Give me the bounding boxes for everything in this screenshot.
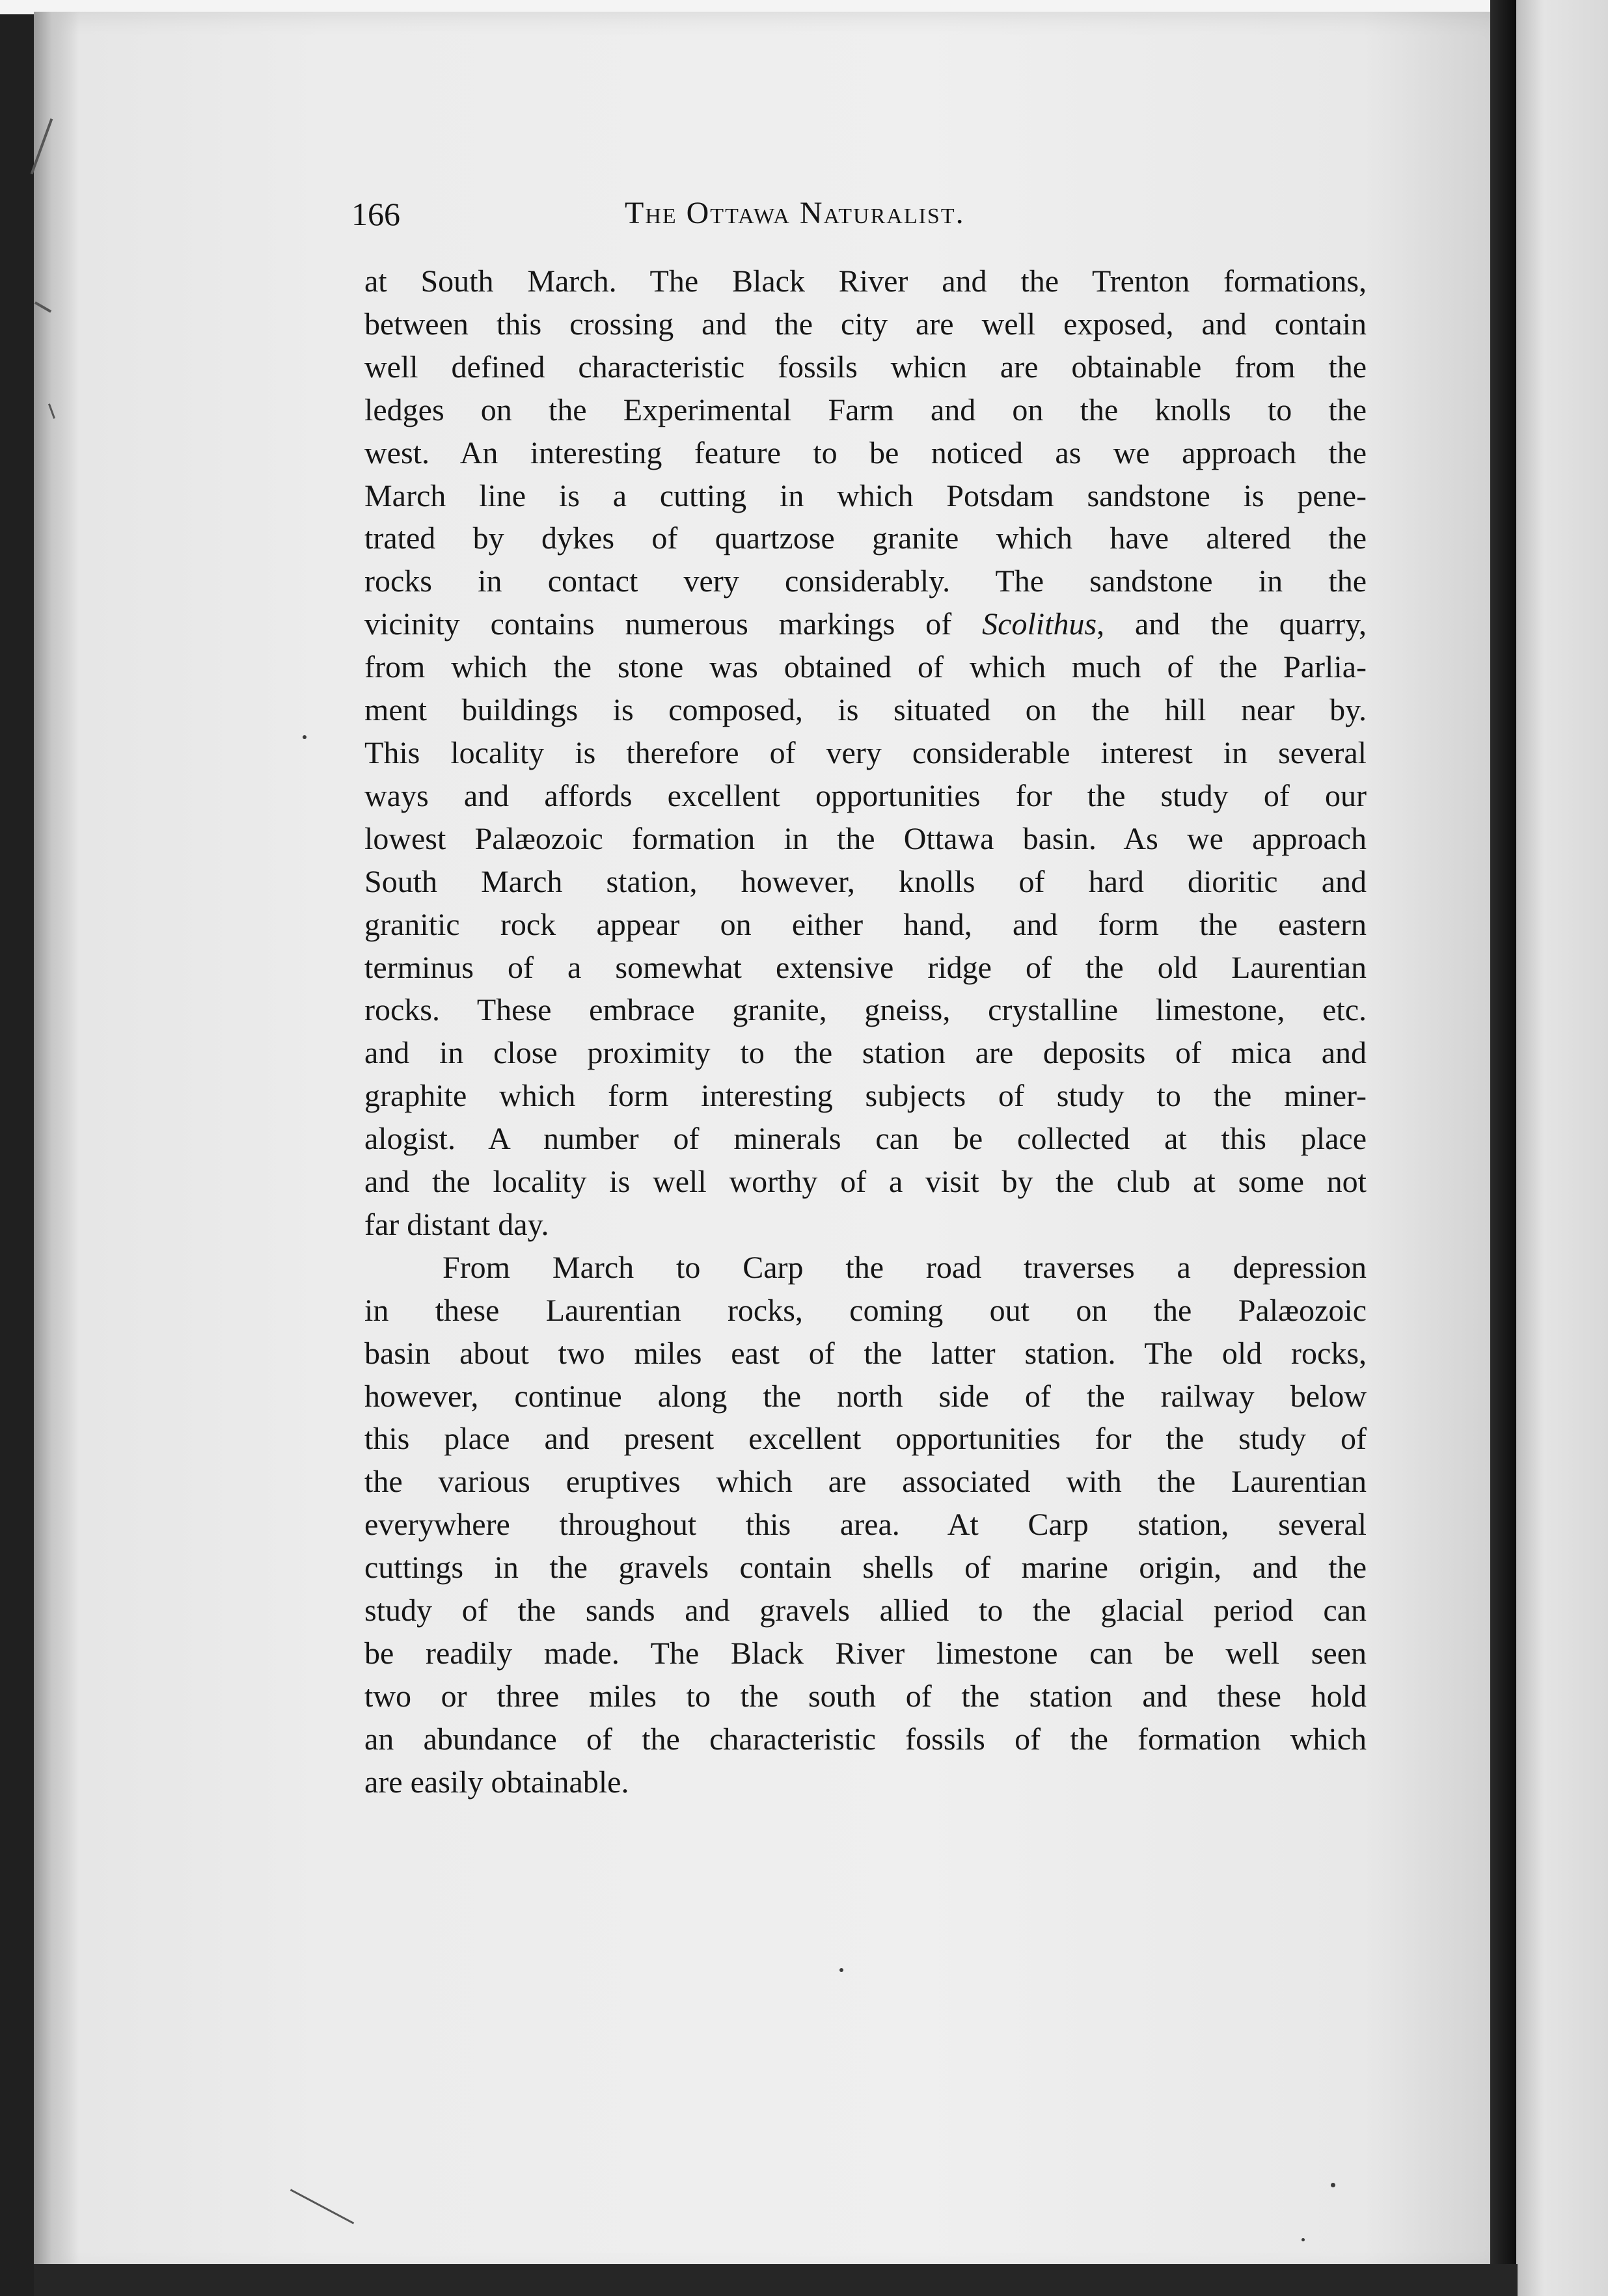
text-line: ways and affords excellent opportunities for the study of our bbox=[364, 778, 1367, 813]
text-line: and in close proximity to the station are deposits of mica and bbox=[364, 1036, 1367, 1071]
text-line: alogist. A number of minerals can be collected at this place bbox=[364, 1122, 1367, 1157]
scan-speck bbox=[1331, 2183, 1335, 2187]
paragraph bbox=[364, 1247, 1367, 1804]
text-line: graphite which form interesting subjects of study to the miner- bbox=[364, 1079, 1367, 1114]
text-line: in these Laurentian rocks, coming out on the Palæozoic bbox=[364, 1293, 1367, 1328]
text-line: at South March. The Black River and the Trenton formations, bbox=[364, 264, 1367, 299]
text-line: be readily made. The Black River limestone can be well seen bbox=[364, 1636, 1367, 1671]
text-line: granitic rock appear on either hand, and form the eastern bbox=[364, 907, 1367, 942]
text-line: and the locality is well worthy of a visit by the club at some not bbox=[364, 1165, 1367, 1200]
facing-page-edge bbox=[1516, 0, 1608, 2296]
text-line: lowest Palæozoic formation in the Ottawa basin. As we approach bbox=[364, 821, 1367, 856]
text-line: between this crossing and the city are well exposed, and contain bbox=[364, 306, 1367, 342]
text-line: two or three miles to the south of the station and these hold bbox=[364, 1679, 1367, 1714]
text-line: west. An interesting feature to be noticed as we approach the bbox=[364, 435, 1367, 470]
page-binding-shadow bbox=[34, 12, 79, 2276]
text-line: This locality is therefore of very considerable interest in several bbox=[364, 735, 1367, 770]
scan-speck bbox=[303, 735, 307, 739]
text-line: South March station, however, knolls of hard dioritic and bbox=[364, 864, 1367, 899]
text-line: basin about two miles east of the latter station. The old rocks, bbox=[364, 1336, 1367, 1371]
text-line: well defined characteristic fossils whicn are obtainable from the bbox=[364, 349, 1367, 385]
text-line: From March to Carp the road traverses a depression bbox=[443, 1250, 1367, 1285]
text-line: vicinity contains numerous markings of Scolithus, and the quarry, bbox=[364, 607, 1367, 642]
text-line: rocks in contact very considerably. The sandstone in the bbox=[364, 564, 1367, 599]
text-line: far distant day. bbox=[364, 1207, 549, 1242]
text-line: from which the stone was obtained of which much of the Parlia- bbox=[364, 650, 1367, 685]
text-line: ment buildings is composed, is situated on the hill near by. bbox=[364, 693, 1367, 728]
text-line: everywhere throughout this area. At Carp station, several bbox=[364, 1507, 1367, 1543]
text-line: ledges on the Experimental Farm and on the knolls to the bbox=[364, 392, 1367, 427]
page-header bbox=[351, 189, 1445, 247]
text-line: an abundance of the characteristic fossils of the formation which bbox=[364, 1722, 1367, 1757]
scan-speck bbox=[1301, 2238, 1305, 2241]
text-line: terminus of a somewhat extensive ridge of the old Laurentian bbox=[364, 950, 1367, 985]
text-line: this place and present excellent opportunities for the study of bbox=[364, 1422, 1367, 1457]
article-body bbox=[364, 260, 1367, 1804]
text-line: March line is a cutting in which Potsdam sandstone is pene- bbox=[364, 478, 1367, 513]
text-line: are easily obtainable. bbox=[364, 1764, 629, 1800]
book-gutter bbox=[1490, 0, 1516, 2296]
running-head: The Ottawa Naturalist. bbox=[625, 196, 965, 230]
page-number: 166 bbox=[351, 196, 400, 232]
text-line: the various eruptives which are associated with the Laurentian bbox=[364, 1465, 1367, 1500]
paragraph bbox=[364, 260, 1367, 1247]
text-line: cuttings in the gravels contain shells of marine origin, and the bbox=[364, 1550, 1367, 1586]
taxon-name: Scolithus bbox=[982, 607, 1097, 642]
scan-speck bbox=[839, 1968, 843, 1972]
text-line: rocks. These embrace granite, gneiss, crystalline limestone, etc. bbox=[364, 993, 1367, 1028]
bottom-page-edge bbox=[34, 2264, 1518, 2296]
text-line: however, continue along the north side of the railway below bbox=[364, 1379, 1367, 1414]
text-line: study of the sands and gravels allied to the glacial period can bbox=[364, 1593, 1367, 1628]
text-line: trated by dykes of quartzose granite which have altered the bbox=[364, 521, 1367, 556]
